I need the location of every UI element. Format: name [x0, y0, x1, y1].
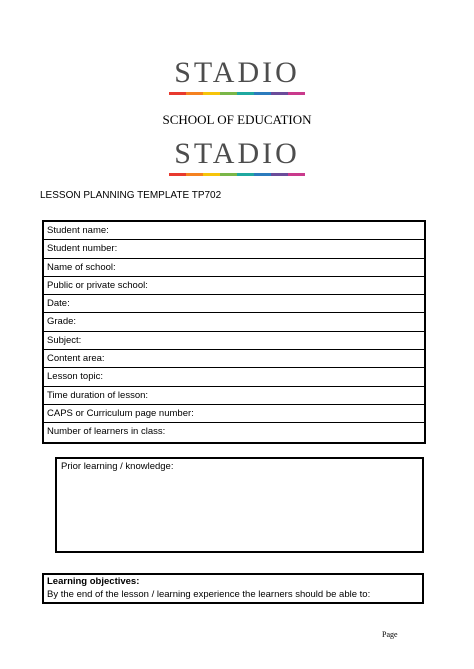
student-details-table: [42, 220, 426, 444]
learning-objectives-text: By the end of the lesson / learning experience the learners should be able to:: [47, 589, 371, 600]
field-row[interactable]: Public or private school:: [44, 277, 424, 295]
logo-bar-segment: [271, 173, 288, 176]
prior-learning-label: Prior learning / knowledge:: [61, 461, 174, 472]
learning-objectives-heading: Learning objectives:: [47, 576, 140, 587]
logo-wordmark: STADIO: [174, 137, 300, 170]
logo-bar-segment: [203, 173, 220, 176]
learning-objectives-box[interactable]: [42, 573, 424, 604]
field-row[interactable]: Time duration of lesson:: [44, 387, 424, 405]
logo-bar-segment: [220, 92, 237, 95]
field-row[interactable]: CAPS or Curriculum page number:: [44, 405, 424, 423]
field-row[interactable]: Number of learners in class:: [47, 426, 166, 438]
logo-color-bar: [169, 173, 305, 176]
logo-bar-segment: [254, 173, 271, 176]
field-row[interactable]: Subject:: [44, 332, 424, 350]
logo-bar-segment: [203, 92, 220, 95]
field-row[interactable]: Student name:: [44, 222, 424, 240]
field-row[interactable]: Grade:: [44, 313, 424, 331]
page-label: Page: [382, 630, 398, 639]
stadio-logo-bottom: [0, 139, 474, 176]
logo-bar-segment: [271, 92, 288, 95]
field-row[interactable]: Content area:: [44, 350, 424, 368]
prior-learning-box[interactable]: [55, 457, 424, 553]
logo-color-bar: [169, 92, 305, 95]
field-row[interactable]: Date:: [44, 295, 424, 313]
logo-bar-segment: [220, 173, 237, 176]
logo-bar-segment: [186, 173, 203, 176]
logo-bar-segment: [169, 92, 186, 95]
school-title: SCHOOL OF EDUCATION: [162, 112, 312, 127]
logo-bar-segment: [237, 173, 254, 176]
field-row[interactable]: Lesson topic:: [44, 368, 424, 386]
template-title: LESSON PLANNING TEMPLATE TP702: [40, 190, 222, 201]
logo-bar-segment: [237, 92, 254, 95]
logo-wordmark: STADIO: [174, 56, 300, 89]
stadio-logo-top: [0, 58, 474, 95]
field-row[interactable]: Name of school:: [44, 259, 424, 277]
logo-bar-segment: [169, 173, 186, 176]
logo-bar-segment: [186, 92, 203, 95]
logo-bar-segment: [254, 92, 271, 95]
logo-bar-segment: [288, 92, 305, 95]
field-row[interactable]: Student number:: [44, 240, 424, 258]
logo-bar-segment: [288, 173, 305, 176]
